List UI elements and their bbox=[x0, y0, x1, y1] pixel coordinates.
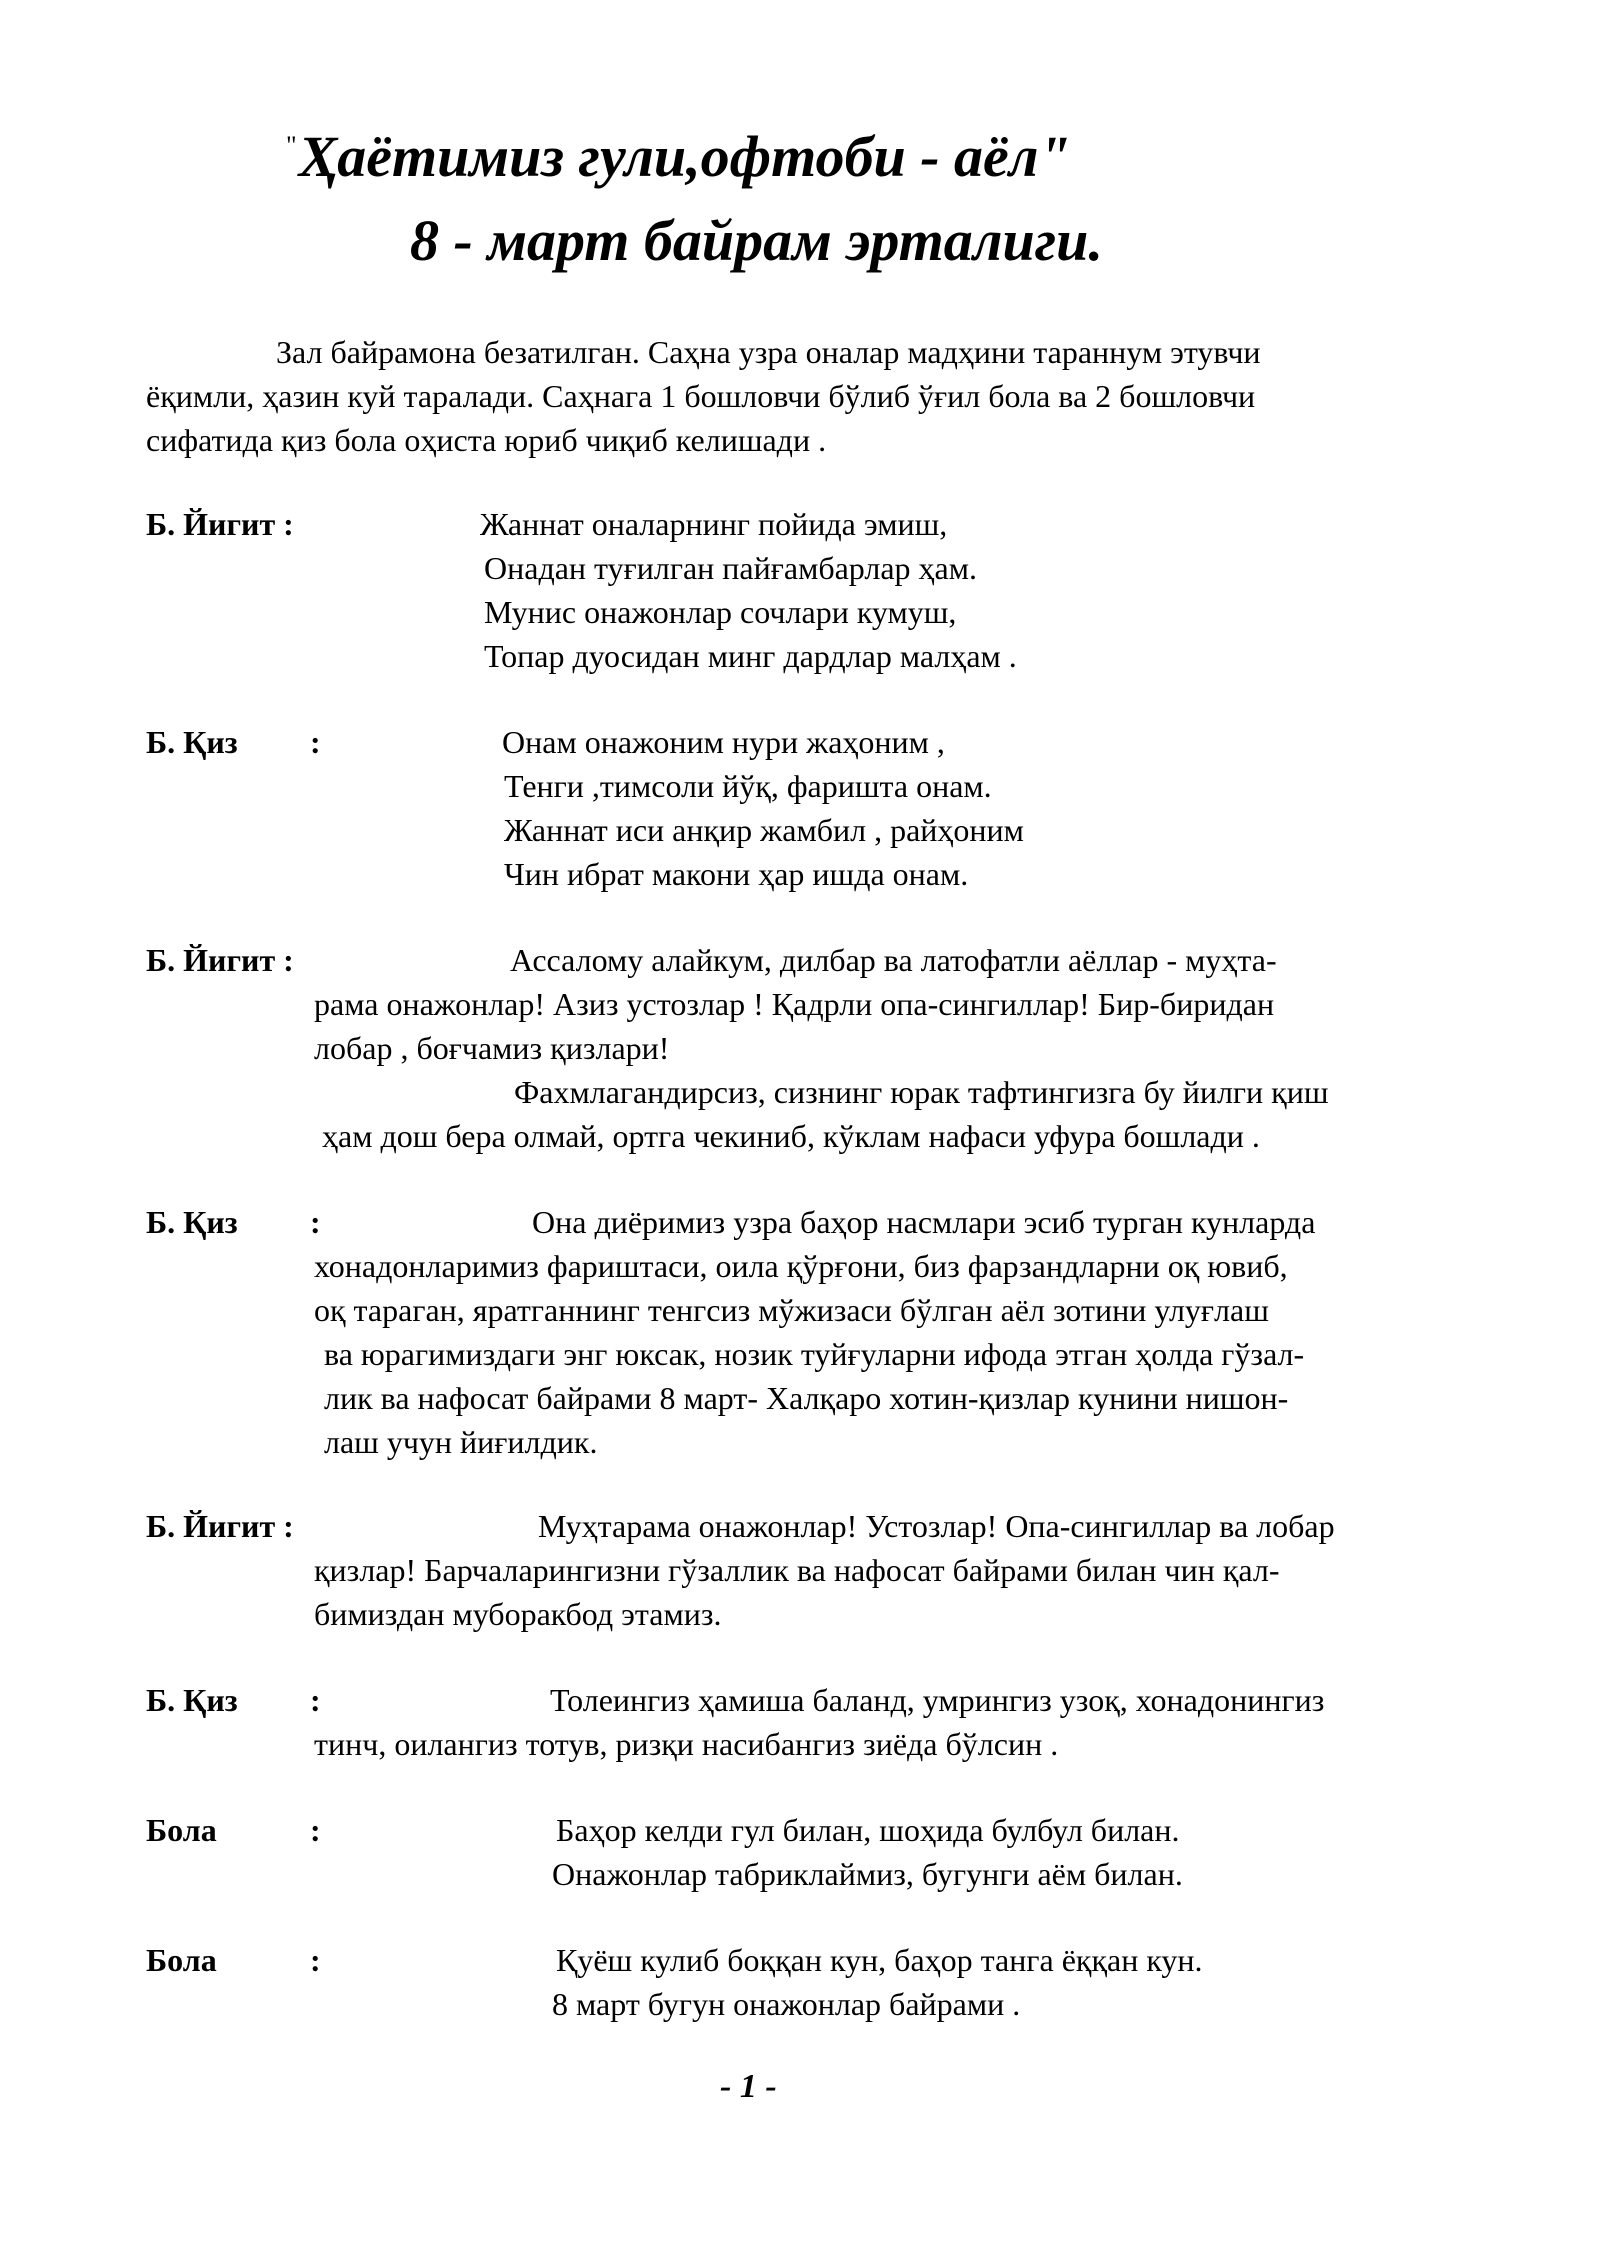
speaker-label: Б. Йигит : bbox=[146, 1508, 294, 1544]
paragraph-line: лобар , боғчамиз қизлари! bbox=[314, 1030, 670, 1066]
speaker-colon: : bbox=[310, 1812, 321, 1848]
paragraph-line: қизлар! Барчаларингизни гўзаллик ва нафосат байрами билан чин қал- bbox=[314, 1552, 1280, 1588]
intro-line: сифатида қиз бола оҳиста юриб чиқиб келишади . bbox=[146, 422, 827, 458]
speaker-label: Бола bbox=[146, 1812, 217, 1848]
speaker-colon: : bbox=[310, 1204, 321, 1240]
verse-line: Тенги ,тимсоли йўқ, фаришта онам. bbox=[504, 768, 992, 804]
paragraph-line: лаш учун йиғилдик. bbox=[324, 1424, 598, 1460]
intro-line: Зал байрамона безатилган. Саҳна узра оналар мадҳини тараннум этувчи bbox=[276, 334, 1261, 370]
speaker-colon: : bbox=[310, 724, 321, 760]
paragraph-line: оқ тараган, яратганнинг тенгсиз мўжизаси бўлган аёл зотини улуғлаш bbox=[314, 1292, 1269, 1328]
verse-line: Онадан туғилган пайғамбарлар ҳам. bbox=[484, 550, 977, 586]
paragraph-line: лик ва нафосат байрами 8 март- Халқаро хотин-қизлар кунини нишон- bbox=[324, 1380, 1289, 1416]
title-line-2: 8 - март байрам эрталиги. bbox=[410, 208, 1103, 273]
speaker-label: Б. Қиз bbox=[146, 1204, 238, 1240]
title-quote-mark: " bbox=[286, 131, 297, 160]
verse-line: Онам онажоним нури жаҳоним , bbox=[502, 724, 945, 760]
speaker-label: Б. Йигит : bbox=[146, 506, 294, 542]
verse-line: Онажонлар табриклаймиз, бугунги аём билан. bbox=[552, 1856, 1183, 1892]
speaker-label: Б. Қиз bbox=[146, 724, 238, 760]
paragraph-line: ҳам дош бера олмай, ортга чекиниб, кўклам нафаси уфура бошлади . bbox=[322, 1118, 1260, 1154]
paragraph-line: хонадонларимиз фариштаси, оила қўрғони, биз фарзандларни оқ ювиб, bbox=[314, 1248, 1288, 1284]
verse-line: Баҳор келди гул билан, шоҳида булбул билан. bbox=[556, 1812, 1180, 1848]
paragraph-line: ва юрагимиздаги энг юксак, нозик туйғуларни ифода этган ҳолда гўзал- bbox=[324, 1336, 1305, 1372]
verse-line: Жаннат оналарнинг пойида эмиш, bbox=[480, 506, 948, 542]
paragraph-line: Ассалому алайкум, дилбар ва латофатли аёллар - муҳта- bbox=[510, 942, 1277, 978]
paragraph-line: бимиздан муборакбод этамиз. bbox=[314, 1596, 722, 1632]
title-line-1: "Ҳаётимиз гули,офтоби - аёл" bbox=[286, 124, 1071, 189]
verse-line: Жаннат иси анқир жамбил , райҳоним bbox=[504, 812, 1024, 848]
paragraph-line: Муҳтарама онажонлар! Устозлар! Опа-сингиллар ва лобар bbox=[538, 1508, 1335, 1544]
verse-line: 8 март бугун онажонлар байрами . bbox=[552, 1986, 1021, 2022]
speaker-label: Б. Қиз bbox=[146, 1682, 238, 1718]
verse-line: Қуёш кулиб боққан кун, баҳор танга ёққан кун. bbox=[556, 1942, 1203, 1978]
speaker-colon: : bbox=[310, 1682, 321, 1718]
speaker-colon: : bbox=[310, 1942, 321, 1978]
verse-line: Топар дуосидан минг дардлар малҳам . bbox=[484, 638, 1017, 674]
paragraph-line: тинч, оилангиз тотув, ризқи насибангиз зиёда бўлсин . bbox=[314, 1726, 1059, 1762]
paragraph-line: Толеингиз ҳамиша баланд, умрингиз узоқ, хонадонингиз bbox=[550, 1682, 1325, 1718]
speaker-label: Бола bbox=[146, 1942, 217, 1978]
verse-line: Чин ибрат макони ҳар ишда онам. bbox=[504, 856, 969, 892]
paragraph-line: Она диёримиз узра баҳор насмлари эсиб турган кунларда bbox=[532, 1204, 1316, 1240]
verse-line: Мунис онажонлар сочлари кумуш, bbox=[484, 594, 957, 630]
intro-line: ёқимли, ҳазин куй таралади. Саҳнага 1 бошловчи бўлиб ўғил бола ва 2 бошловчи bbox=[146, 378, 1256, 414]
paragraph-line: Фахмлагандирсиз, сизнинг юрак тафтингизга бу йилги қиш bbox=[514, 1074, 1329, 1110]
page-number: - 1 - bbox=[720, 2068, 777, 2105]
paragraph-line: рама онажонлар! Азиз устозлар ! Қадрли опа-сингиллар! Бир-биридан bbox=[314, 986, 1275, 1022]
speaker-label: Б. Йигит : bbox=[146, 942, 294, 978]
